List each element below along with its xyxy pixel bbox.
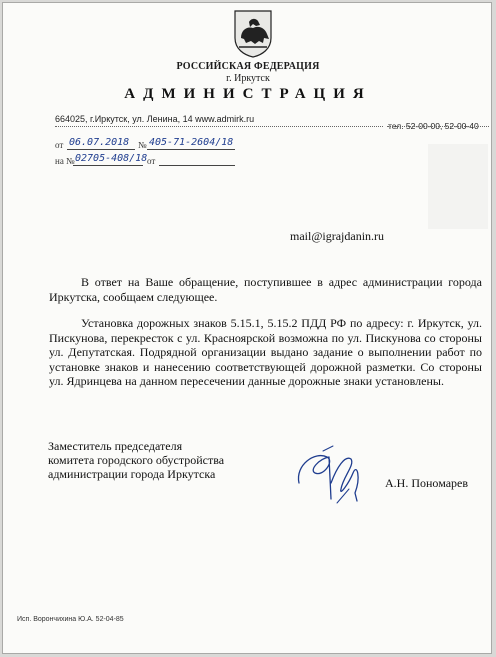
date-underline [67,149,135,150]
address-line: 664025, г.Иркутск, ул. Ленина, 14 www.admirk.ru [55,114,255,124]
city-heading: г. Иркутск [226,73,270,84]
signatory-title-line-1: Заместитель председателя [48,439,183,453]
header-divider-right [387,126,489,127]
executor-note: Исп. Ворончихина Ю.А. 52-04-85 [17,616,124,623]
body-paragraph-2: Установка дорожных знаков 5.15.1, 5.15.2 ПДД РФ по адресу: г. Иркутск, ул. Пискунова, перекресток с ул. Красноярской возможна по ул. Пискунова со стороны ул. Депутатская. Подрядной организации выдано задание о выполнении работ по установке знаков и нанесению соответствующей дорожной разметки. Со стороны ул. Ядринцева на данном пересечении данные дорожные знаки установлены. [49,316,482,388]
reply-date-underline [159,165,235,166]
handwritten-signature [293,443,373,505]
number-label: № [138,140,147,150]
letter-page [2,2,492,654]
date-label: от [55,140,64,150]
reply-number-underline [73,165,143,166]
signatory-title-line-3: администрации города Иркутска [48,467,216,481]
signatory-title-line-2: комитета городского обустройства [48,453,225,467]
organization-heading: АДМИНИСТРАЦИЯ [124,86,372,102]
header-divider [55,126,383,127]
letter-date: 06.07.2018 [69,137,130,148]
number-underline [147,149,235,150]
phone-line: тел. 52-00-00, 52-00-40 [388,121,479,131]
signatory-name: А.Н. Пономарев [385,476,469,490]
reply-date-label: от [147,156,156,166]
reply-to-label: на № [55,156,75,166]
signatory-title [48,439,268,481]
body-paragraph-1: В ответ на Ваше обращение, поступившее в адрес администрации города Иркутска, сообщаем следующее. [49,275,482,304]
country-heading: РОССИЙСКАЯ ФЕДЕРАЦИЯ [176,61,320,72]
city-emblem-icon [229,8,277,58]
recipient-email: mail@igrajdanin.ru [290,229,385,243]
redacted-area [428,144,488,229]
letter-number: 405-71-2604/18 [149,137,234,148]
reply-to-number: 02705-408/18 [75,153,148,164]
